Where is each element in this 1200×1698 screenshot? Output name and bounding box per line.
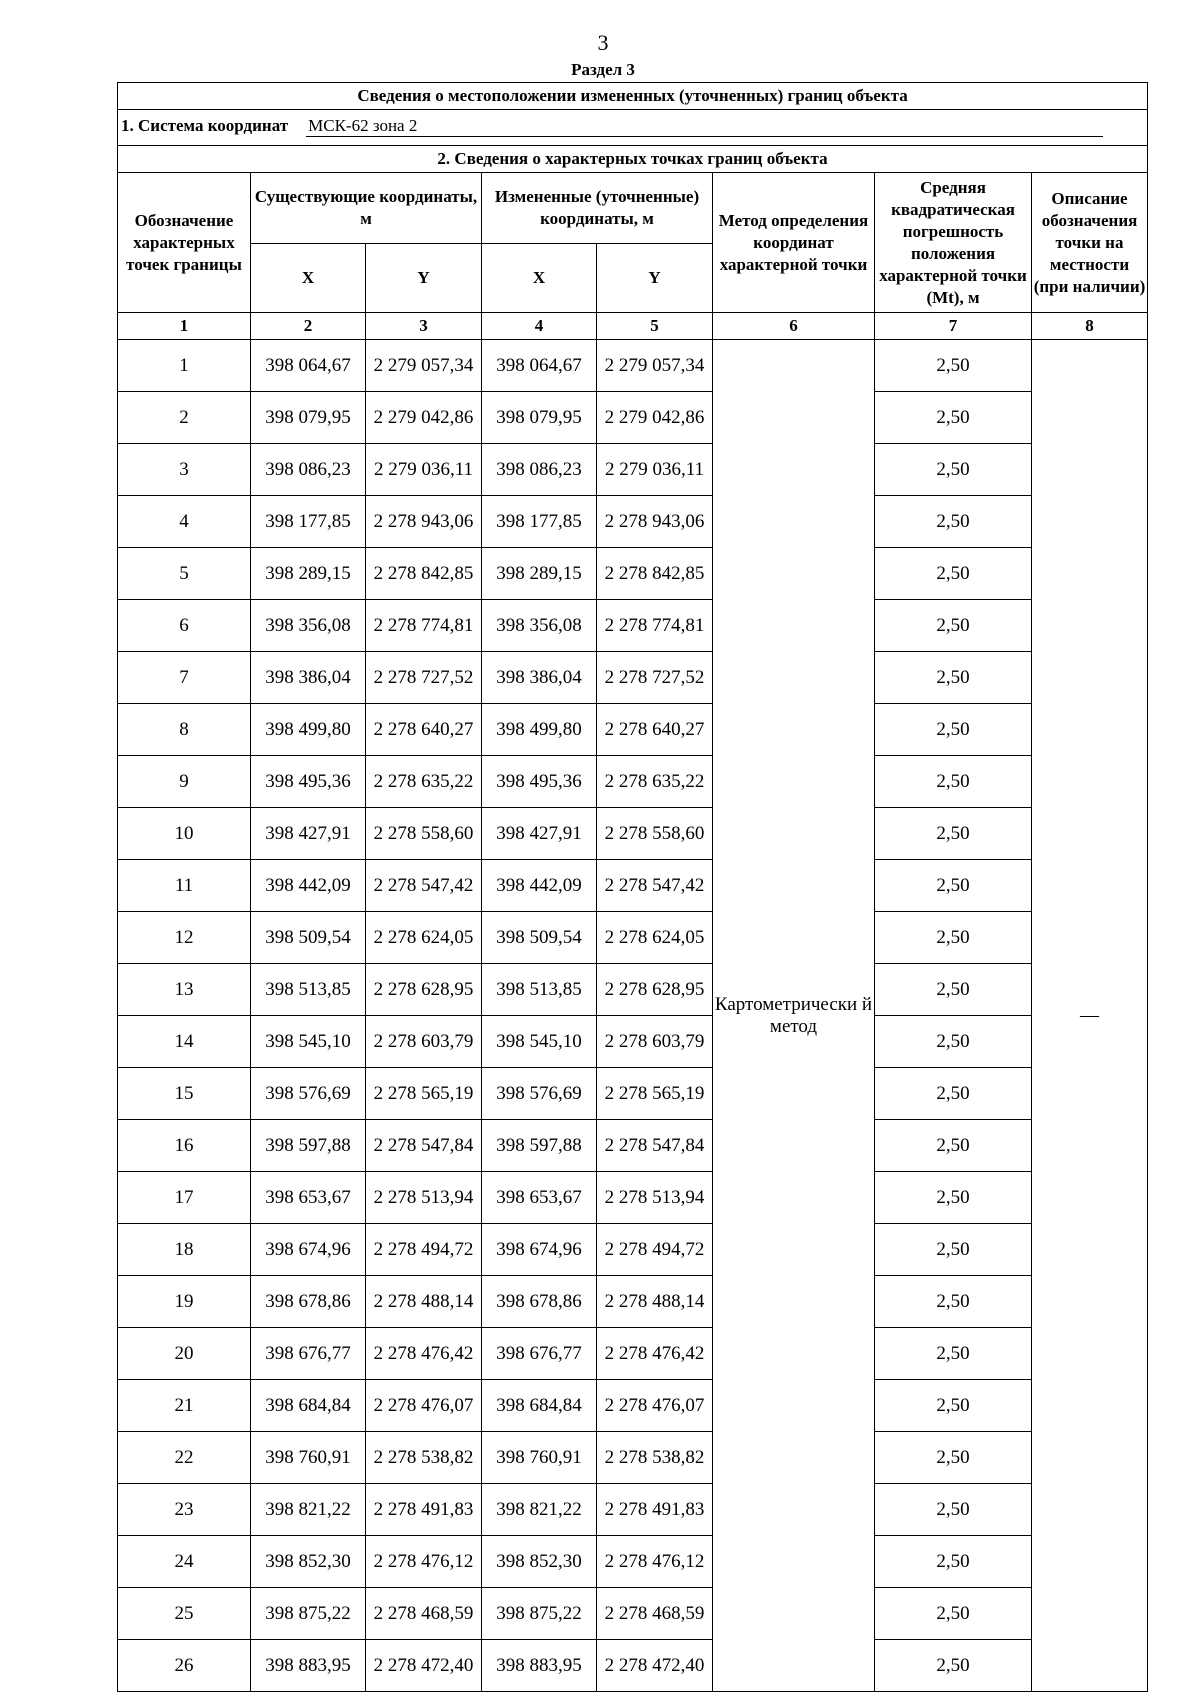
changed-x-cell: 398 852,30: [482, 1536, 597, 1588]
point-number-cell: 8: [118, 704, 251, 756]
point-number-cell: 2: [118, 392, 251, 444]
existing-y-cell: 2 278 774,81: [366, 600, 482, 652]
changed-x-cell: 398 177,85: [482, 496, 597, 548]
error-cell: 2,50: [875, 1640, 1032, 1692]
existing-x-cell: 398 684,84: [251, 1380, 366, 1432]
point-number-cell: 12: [118, 912, 251, 964]
error-cell: 2,50: [875, 600, 1032, 652]
existing-y-cell: 2 278 635,22: [366, 756, 482, 808]
changed-y-cell: 2 278 547,42: [597, 860, 713, 912]
coordinate-system-value: МСК-62 зона 2: [306, 115, 1103, 137]
existing-y-cell: 2 278 488,14: [366, 1276, 482, 1328]
table-row: [118, 704, 1148, 756]
header-method: Метод определения координат характерной точки: [713, 173, 875, 313]
point-number-cell: 24: [118, 1536, 251, 1588]
error-cell: 2,50: [875, 392, 1032, 444]
changed-x-cell: 398 597,88: [482, 1120, 597, 1172]
error-cell: 2,50: [875, 1172, 1032, 1224]
error-cell: 2,50: [875, 1068, 1032, 1120]
column-number: 5: [597, 313, 713, 340]
changed-x-cell: 398 442,09: [482, 860, 597, 912]
error-cell: 2,50: [875, 1380, 1032, 1432]
point-number-cell: 19: [118, 1276, 251, 1328]
table-row: [118, 1588, 1148, 1640]
existing-x-cell: 398 821,22: [251, 1484, 366, 1536]
boundary-points-table: [117, 82, 1148, 1692]
existing-x-cell: 398 545,10: [251, 1016, 366, 1068]
header-description: Описание обозначения точки на местности (при наличии): [1032, 173, 1148, 313]
existing-y-cell: 2 278 547,42: [366, 860, 482, 912]
changed-y-cell: 2 278 635,22: [597, 756, 713, 808]
error-cell: 2,50: [875, 1432, 1032, 1484]
changed-y-cell: 2 278 476,12: [597, 1536, 713, 1588]
error-cell: 2,50: [875, 1536, 1032, 1588]
changed-y-cell: 2 278 565,19: [597, 1068, 713, 1120]
changed-x-cell: 398 883,95: [482, 1640, 597, 1692]
existing-y-cell: 2 278 547,84: [366, 1120, 482, 1172]
point-number-cell: 10: [118, 808, 251, 860]
changed-y-cell: 2 278 640,27: [597, 704, 713, 756]
table-row: [118, 808, 1148, 860]
table-row: [118, 1640, 1148, 1692]
error-cell: 2,50: [875, 704, 1032, 756]
header-changed-y: Y: [597, 244, 713, 313]
changed-y-cell: 2 278 488,14: [597, 1276, 713, 1328]
existing-y-cell: 2 278 842,85: [366, 548, 482, 600]
error-cell: 2,50: [875, 340, 1032, 392]
changed-x-cell: 398 676,77: [482, 1328, 597, 1380]
existing-x-cell: 398 499,80: [251, 704, 366, 756]
changed-y-cell: 2 278 491,83: [597, 1484, 713, 1536]
header-changed-coords: Измененные (уточненные) координаты, м: [482, 173, 713, 244]
existing-y-cell: 2 278 624,05: [366, 912, 482, 964]
changed-y-cell: 2 279 042,86: [597, 392, 713, 444]
point-number-cell: 6: [118, 600, 251, 652]
changed-y-cell: 2 278 513,94: [597, 1172, 713, 1224]
changed-x-cell: 398 064,67: [482, 340, 597, 392]
table-title: Сведения о местоположении измененных (уточненных) границ объекта: [118, 83, 1148, 110]
error-cell: 2,50: [875, 808, 1032, 860]
header-error: Средняя квадратическая погрешность положения характерной точки (Mt), м: [875, 173, 1032, 313]
section-title: Раздел 3: [571, 60, 635, 79]
page-number: 3: [597, 30, 609, 55]
existing-x-cell: 398 427,91: [251, 808, 366, 860]
existing-y-cell: 2 279 042,86: [366, 392, 482, 444]
changed-y-cell: 2 278 842,85: [597, 548, 713, 600]
point-number-cell: 4: [118, 496, 251, 548]
points-section-title: 2. Сведения о характерных точках границ объекта: [118, 146, 1148, 173]
point-number-cell: 18: [118, 1224, 251, 1276]
changed-y-cell: 2 279 036,11: [597, 444, 713, 496]
column-number: 6: [713, 313, 875, 340]
existing-x-cell: 398 495,36: [251, 756, 366, 808]
changed-y-cell: 2 279 057,34: [597, 340, 713, 392]
table-row: [118, 652, 1148, 704]
table-row: [118, 1224, 1148, 1276]
existing-x-cell: 398 676,77: [251, 1328, 366, 1380]
existing-y-cell: 2 278 558,60: [366, 808, 482, 860]
changed-x-cell: 398 289,15: [482, 548, 597, 600]
point-number-cell: 15: [118, 1068, 251, 1120]
changed-y-cell: 2 278 558,60: [597, 808, 713, 860]
error-cell: 2,50: [875, 548, 1032, 600]
existing-x-cell: 398 852,30: [251, 1536, 366, 1588]
column-number: 4: [482, 313, 597, 340]
point-number-cell: 20: [118, 1328, 251, 1380]
existing-x-cell: 398 442,09: [251, 860, 366, 912]
existing-y-cell: 2 278 472,40: [366, 1640, 482, 1692]
point-number-cell: 7: [118, 652, 251, 704]
error-cell: 2,50: [875, 1588, 1032, 1640]
existing-x-cell: 398 079,95: [251, 392, 366, 444]
column-number: 8: [1032, 313, 1148, 340]
point-number-cell: 5: [118, 548, 251, 600]
table-row: [118, 1276, 1148, 1328]
existing-x-cell: 398 576,69: [251, 1068, 366, 1120]
error-cell: 2,50: [875, 496, 1032, 548]
point-number-cell: 26: [118, 1640, 251, 1692]
changed-x-cell: 398 499,80: [482, 704, 597, 756]
error-cell: 2,50: [875, 444, 1032, 496]
header-existing-y: Y: [366, 244, 482, 313]
existing-y-cell: 2 278 943,06: [366, 496, 482, 548]
changed-x-cell: 398 079,95: [482, 392, 597, 444]
description-cell: —: [1032, 340, 1148, 1692]
error-cell: 2,50: [875, 1016, 1032, 1068]
column-number: 7: [875, 313, 1032, 340]
changed-x-cell: 398 086,23: [482, 444, 597, 496]
header-existing-x: X: [251, 244, 366, 313]
existing-x-cell: 398 875,22: [251, 1588, 366, 1640]
existing-x-cell: 398 086,23: [251, 444, 366, 496]
changed-x-cell: 398 674,96: [482, 1224, 597, 1276]
existing-x-cell: 398 356,08: [251, 600, 366, 652]
existing-x-cell: 398 177,85: [251, 496, 366, 548]
changed-x-cell: 398 545,10: [482, 1016, 597, 1068]
changed-x-cell: 398 427,91: [482, 808, 597, 860]
changed-x-cell: 398 495,36: [482, 756, 597, 808]
existing-x-cell: 398 509,54: [251, 912, 366, 964]
changed-y-cell: 2 278 468,59: [597, 1588, 713, 1640]
header-changed-x: X: [482, 244, 597, 313]
error-cell: 2,50: [875, 756, 1032, 808]
error-cell: 2,50: [875, 964, 1032, 1016]
existing-y-cell: 2 278 640,27: [366, 704, 482, 756]
point-number-cell: 22: [118, 1432, 251, 1484]
existing-x-cell: 398 678,86: [251, 1276, 366, 1328]
changed-x-cell: 398 760,91: [482, 1432, 597, 1484]
existing-x-cell: 398 064,67: [251, 340, 366, 392]
table-row: [118, 756, 1148, 808]
existing-x-cell: 398 760,91: [251, 1432, 366, 1484]
point-number-cell: 16: [118, 1120, 251, 1172]
changed-x-cell: 398 386,04: [482, 652, 597, 704]
existing-y-cell: 2 278 565,19: [366, 1068, 482, 1120]
table-row: [118, 1380, 1148, 1432]
existing-y-cell: 2 278 476,42: [366, 1328, 482, 1380]
header-existing-coords: Существующие координаты, м: [251, 173, 482, 244]
error-cell: 2,50: [875, 1224, 1032, 1276]
changed-x-cell: 398 875,22: [482, 1588, 597, 1640]
changed-y-cell: 2 278 476,42: [597, 1328, 713, 1380]
table-row: [118, 600, 1148, 652]
point-number-cell: 14: [118, 1016, 251, 1068]
changed-x-cell: 398 356,08: [482, 600, 597, 652]
coordinate-system-row: [118, 110, 1148, 146]
changed-x-cell: 398 576,69: [482, 1068, 597, 1120]
changed-x-cell: 398 653,67: [482, 1172, 597, 1224]
error-cell: 2,50: [875, 860, 1032, 912]
existing-x-cell: 398 653,67: [251, 1172, 366, 1224]
changed-y-cell: 2 278 943,06: [597, 496, 713, 548]
table-row: [118, 1172, 1148, 1224]
table-row: [118, 392, 1148, 444]
error-cell: 2,50: [875, 1120, 1032, 1172]
table-row: [118, 1068, 1148, 1120]
existing-x-cell: 398 513,85: [251, 964, 366, 1016]
column-number: 3: [366, 313, 482, 340]
existing-y-cell: 2 278 628,95: [366, 964, 482, 1016]
coordinate-system-label: 1. Система координат: [121, 116, 289, 135]
existing-y-cell: 2 278 491,83: [366, 1484, 482, 1536]
header-designation: Обозначение характерных точек границы: [118, 173, 251, 313]
table-row: [118, 1432, 1148, 1484]
method-cell: Картометрически й метод: [713, 340, 875, 1692]
existing-y-cell: 2 278 513,94: [366, 1172, 482, 1224]
column-number: 2: [251, 313, 366, 340]
existing-x-cell: 398 674,96: [251, 1224, 366, 1276]
changed-y-cell: 2 278 547,84: [597, 1120, 713, 1172]
changed-x-cell: 398 678,86: [482, 1276, 597, 1328]
point-number-cell: 11: [118, 860, 251, 912]
existing-y-cell: 2 278 727,52: [366, 652, 482, 704]
column-number: 1: [118, 313, 251, 340]
changed-y-cell: 2 278 727,52: [597, 652, 713, 704]
existing-x-cell: 398 597,88: [251, 1120, 366, 1172]
existing-y-cell: 2 279 036,11: [366, 444, 482, 496]
point-number-cell: 21: [118, 1380, 251, 1432]
changed-y-cell: 2 278 624,05: [597, 912, 713, 964]
error-cell: 2,50: [875, 652, 1032, 704]
changed-y-cell: 2 278 472,40: [597, 1640, 713, 1692]
error-cell: 2,50: [875, 1328, 1032, 1380]
existing-y-cell: 2 279 057,34: [366, 340, 482, 392]
table-row: [118, 1536, 1148, 1588]
table-row: [118, 340, 1148, 392]
table-row: [118, 964, 1148, 1016]
point-number-cell: 17: [118, 1172, 251, 1224]
table-row: [118, 912, 1148, 964]
table-row: [118, 1120, 1148, 1172]
changed-x-cell: 398 684,84: [482, 1380, 597, 1432]
changed-y-cell: 2 278 494,72: [597, 1224, 713, 1276]
changed-y-cell: 2 278 603,79: [597, 1016, 713, 1068]
point-number-cell: 1: [118, 340, 251, 392]
changed-y-cell: 2 278 538,82: [597, 1432, 713, 1484]
table-row: [118, 860, 1148, 912]
existing-y-cell: 2 278 468,59: [366, 1588, 482, 1640]
existing-x-cell: 398 386,04: [251, 652, 366, 704]
existing-y-cell: 2 278 476,07: [366, 1380, 482, 1432]
existing-y-cell: 2 278 603,79: [366, 1016, 482, 1068]
error-cell: 2,50: [875, 1484, 1032, 1536]
existing-x-cell: 398 883,95: [251, 1640, 366, 1692]
changed-x-cell: 398 509,54: [482, 912, 597, 964]
changed-x-cell: 398 513,85: [482, 964, 597, 1016]
point-number-cell: 3: [118, 444, 251, 496]
error-cell: 2,50: [875, 1276, 1032, 1328]
changed-y-cell: 2 278 628,95: [597, 964, 713, 1016]
point-number-cell: 23: [118, 1484, 251, 1536]
table-row: [118, 1016, 1148, 1068]
table-row: [118, 1328, 1148, 1380]
changed-y-cell: 2 278 774,81: [597, 600, 713, 652]
existing-y-cell: 2 278 476,12: [366, 1536, 482, 1588]
point-number-cell: 13: [118, 964, 251, 1016]
table-row: [118, 496, 1148, 548]
existing-x-cell: 398 289,15: [251, 548, 366, 600]
changed-x-cell: 398 821,22: [482, 1484, 597, 1536]
point-number-cell: 25: [118, 1588, 251, 1640]
table-row: [118, 444, 1148, 496]
existing-y-cell: 2 278 494,72: [366, 1224, 482, 1276]
existing-y-cell: 2 278 538,82: [366, 1432, 482, 1484]
changed-y-cell: 2 278 476,07: [597, 1380, 713, 1432]
error-cell: 2,50: [875, 912, 1032, 964]
table-row: [118, 1484, 1148, 1536]
point-number-cell: 9: [118, 756, 251, 808]
table-row: [118, 548, 1148, 600]
